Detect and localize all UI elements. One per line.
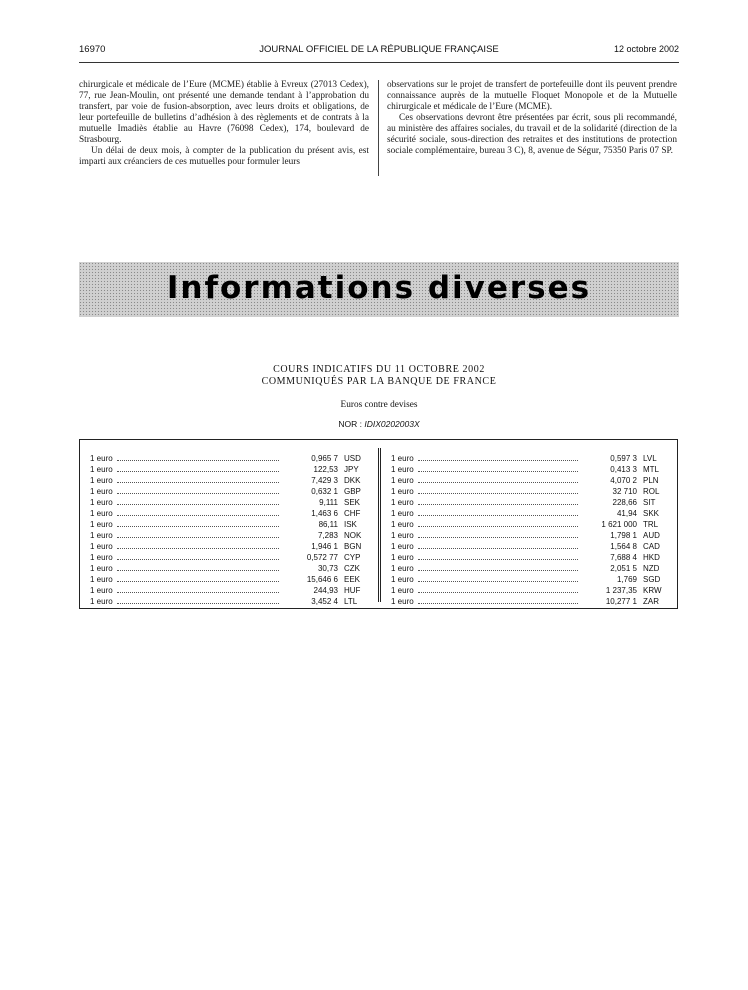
rate-unit: 1 euro [90, 542, 113, 551]
rate-value: 1,564 8 [610, 542, 637, 551]
rate-row [90, 509, 368, 520]
currency-code: NZD [643, 564, 660, 573]
rate-row [391, 487, 667, 498]
leader-dots [418, 509, 578, 516]
currency-code: LVL [643, 454, 657, 463]
rate-value: 7,429 3 [311, 476, 338, 485]
rate-value: 41,94 [616, 509, 637, 518]
nor-reference [79, 419, 679, 429]
rate-row [90, 531, 368, 542]
rate-value: 10,277 1 [605, 597, 637, 606]
rate-row [391, 575, 667, 586]
page-number: 16970 [79, 44, 106, 55]
leader-dots [117, 542, 279, 549]
nor-label: NOR : [338, 419, 362, 429]
leader-dots [117, 586, 279, 593]
article-paragraph: chirurgicale et médicale de l’Eure (MCME) établie à Evreux (27013 Cedex), 77, rue Jean-Moulin, ont présenté une demande tendant à l’approbation du transfert, par voie de fusion-absorption, avec leurs droits et obligations, de leur portefeuille de bulletins d’adhésion à des règlements et de contrats à la mutuelle Imadiès établie au Havre (76098 Cedex), 174, boulevard de Strasbourg. [79, 80, 369, 145]
rate-unit: 1 euro [391, 564, 414, 573]
article-left-column [79, 80, 369, 168]
rate-value: 15,646 6 [306, 575, 338, 584]
rate-value: 30,73 [317, 564, 338, 573]
rate-value: 228,66 [612, 498, 637, 507]
currency-code: SKK [643, 509, 660, 518]
issue-date: 12 octobre 2002 [613, 44, 679, 54]
rate-row [90, 553, 368, 564]
rate-unit: 1 euro [90, 575, 113, 584]
rate-value: 1,463 6 [311, 509, 338, 518]
article-paragraph: Ces observations devront être présentées par écrit, sous pli recommandé, au ministère des affaires sociales, du travail et de la solidarité (direction de la sécurité sociale, sous-direction des retraites et des institutions de protection sociale complémentaire, bureau 3 C), 8, avenue de Ségur, 75350 Paris 07 SP. [387, 113, 677, 156]
rate-unit: 1 euro [391, 509, 414, 518]
rate-row [391, 542, 667, 553]
rate-value: 0,572 77 [306, 553, 338, 562]
rate-row [90, 498, 368, 509]
exchange-rate-table [79, 439, 678, 609]
currency-code: SEK [344, 498, 361, 507]
rate-unit: 1 euro [90, 476, 113, 485]
rate-value: 9,111 [319, 498, 338, 507]
rate-unit: 1 euro [391, 553, 414, 562]
rate-value: 7,283 [317, 531, 338, 540]
currency-code: CYP [344, 553, 361, 562]
heading-line-1: COURS INDICATIFS DU 11 OCTOBRE 2002 [273, 364, 485, 375]
rate-value: 4,070 2 [610, 476, 637, 485]
currency-code: DKK [344, 476, 361, 485]
leader-dots [117, 575, 279, 582]
column-divider [378, 80, 379, 176]
rate-unit: 1 euro [391, 597, 414, 606]
rate-unit: 1 euro [90, 520, 113, 529]
currency-code: JPY [344, 465, 359, 474]
section-banner [79, 262, 679, 317]
rate-value: 3,452 4 [311, 597, 338, 606]
rate-unit: 1 euro [90, 509, 113, 518]
currency-code: ISK [344, 520, 357, 529]
leader-dots [418, 487, 578, 494]
rate-value: 1,769 [616, 575, 637, 584]
leader-dots [117, 597, 279, 604]
rate-row [391, 564, 667, 575]
rate-value: 0,413 3 [610, 465, 637, 474]
rate-unit: 1 euro [90, 465, 113, 474]
leader-dots [418, 465, 578, 472]
leader-dots [418, 553, 578, 560]
currency-code: CAD [643, 542, 660, 551]
rate-row [90, 542, 368, 553]
header-rule [79, 62, 679, 63]
currency-code: CZK [344, 564, 360, 573]
rate-unit: 1 euro [90, 487, 113, 496]
leader-dots [418, 531, 578, 538]
leader-dots [418, 520, 578, 527]
rate-unit: 1 euro [391, 575, 414, 584]
leader-dots [117, 520, 279, 527]
rate-value: 1,946 1 [311, 542, 338, 551]
leader-dots [418, 476, 578, 483]
article-right-column [387, 80, 677, 157]
rate-value: 1 621 000 [601, 520, 637, 529]
banner-title: Informations diverses [166, 270, 592, 306]
leader-dots [418, 454, 578, 461]
currency-code: USD [344, 454, 361, 463]
leader-dots [418, 575, 578, 582]
rates-right-column [391, 454, 667, 608]
rate-unit: 1 euro [391, 586, 414, 595]
currency-code: MTL [643, 465, 659, 474]
rate-value: 1 237,35 [605, 586, 637, 595]
rate-row [391, 454, 667, 465]
rate-row [391, 476, 667, 487]
rate-row [391, 465, 667, 476]
rate-row [90, 487, 368, 498]
leader-dots [117, 498, 279, 505]
leader-dots [418, 597, 578, 604]
article-paragraph: observations sur le projet de transfert de portefeuille dont ils peuvent prendre connaissance auprès de la mutuelle Floquet Monopole et de la Mutuelle chirurgicale et médicale de l’Eure (MCME). [387, 80, 677, 112]
rate-row [90, 564, 368, 575]
rate-unit: 1 euro [90, 553, 113, 562]
article-paragraph: Un délai de deux mois, à compter de la publication du présent avis, est imparti aux créanciers de ces mutuelles pour formuler leurs [79, 146, 369, 167]
rate-value: 2,051 5 [610, 564, 637, 573]
leader-dots [117, 564, 279, 571]
rate-row [90, 476, 368, 487]
currency-code: ZAR [643, 597, 659, 606]
rate-row [90, 575, 368, 586]
currency-code: SIT [643, 498, 656, 507]
leader-dots [117, 476, 279, 483]
rate-unit: 1 euro [391, 498, 414, 507]
currency-code: TRL [643, 520, 659, 529]
currency-code: HKD [643, 553, 660, 562]
currency-code: LTL [344, 597, 358, 606]
rate-row [391, 509, 667, 520]
rate-value: 0,965 7 [311, 454, 338, 463]
section-heading [79, 364, 679, 388]
leader-dots [117, 509, 279, 516]
rate-unit: 1 euro [90, 564, 113, 573]
rate-row [391, 520, 667, 531]
currency-code: HUF [344, 586, 361, 595]
rate-unit: 1 euro [90, 531, 113, 540]
currency-code: EEK [344, 575, 361, 584]
rate-unit: 1 euro [391, 454, 414, 463]
nor-value: IDIX0202003X [364, 419, 420, 429]
currency-code: SGD [643, 575, 661, 584]
leader-dots [418, 542, 578, 549]
rate-value: 32 710 [612, 487, 637, 496]
rate-unit: 1 euro [391, 476, 414, 485]
rate-row [391, 586, 667, 597]
rate-row [90, 520, 368, 531]
rate-unit: 1 euro [90, 498, 113, 507]
rate-unit: 1 euro [391, 465, 414, 474]
rate-value: 122,53 [313, 465, 338, 474]
currency-code: PLN [643, 476, 659, 485]
rate-row [391, 597, 667, 608]
rate-value: 0,632 1 [311, 487, 338, 496]
rate-row [90, 454, 368, 465]
currency-code: BGN [344, 542, 362, 551]
rate-row [391, 531, 667, 542]
rate-row [391, 498, 667, 509]
currency-code: ROL [643, 487, 660, 496]
currency-code: GBP [344, 487, 361, 496]
currency-code: KRW [643, 586, 662, 595]
leader-dots [418, 498, 578, 505]
rate-value: 86,11 [318, 520, 338, 529]
rate-value: 7,688 4 [610, 553, 637, 562]
rate-row [391, 553, 667, 564]
rate-unit: 1 euro [90, 454, 113, 463]
section-subtitle: Euros contre devises [340, 400, 418, 410]
rate-value: 244,93 [313, 586, 338, 595]
leader-dots [418, 586, 578, 593]
rate-value: 1,798 1 [610, 531, 637, 540]
rate-row [90, 597, 368, 608]
currency-code: AUD [643, 531, 660, 540]
rate-unit: 1 euro [90, 586, 113, 595]
heading-line-2: COMMUNIQUÉS PAR LA BANQUE DE FRANCE [261, 376, 497, 387]
page-header [79, 44, 679, 58]
rate-row [90, 586, 368, 597]
rate-unit: 1 euro [391, 531, 414, 540]
rate-row [90, 465, 368, 476]
leader-dots [117, 465, 279, 472]
currency-code: NOK [344, 531, 362, 540]
currency-code: CHF [344, 509, 361, 518]
rates-divider [378, 448, 381, 602]
rate-unit: 1 euro [391, 542, 414, 551]
rate-unit: 1 euro [90, 597, 113, 606]
leader-dots [117, 487, 279, 494]
leader-dots [117, 531, 279, 538]
leader-dots [418, 564, 578, 571]
rates-left-column [90, 454, 368, 608]
rate-unit: 1 euro [391, 487, 414, 496]
journal-title: JOURNAL OFFICIEL DE LA RÉPUBLIQUE FRANÇAISE [259, 44, 499, 55]
rate-unit: 1 euro [391, 520, 414, 529]
leader-dots [117, 454, 279, 461]
leader-dots [117, 553, 279, 560]
rate-value: 0,597 3 [610, 454, 637, 463]
